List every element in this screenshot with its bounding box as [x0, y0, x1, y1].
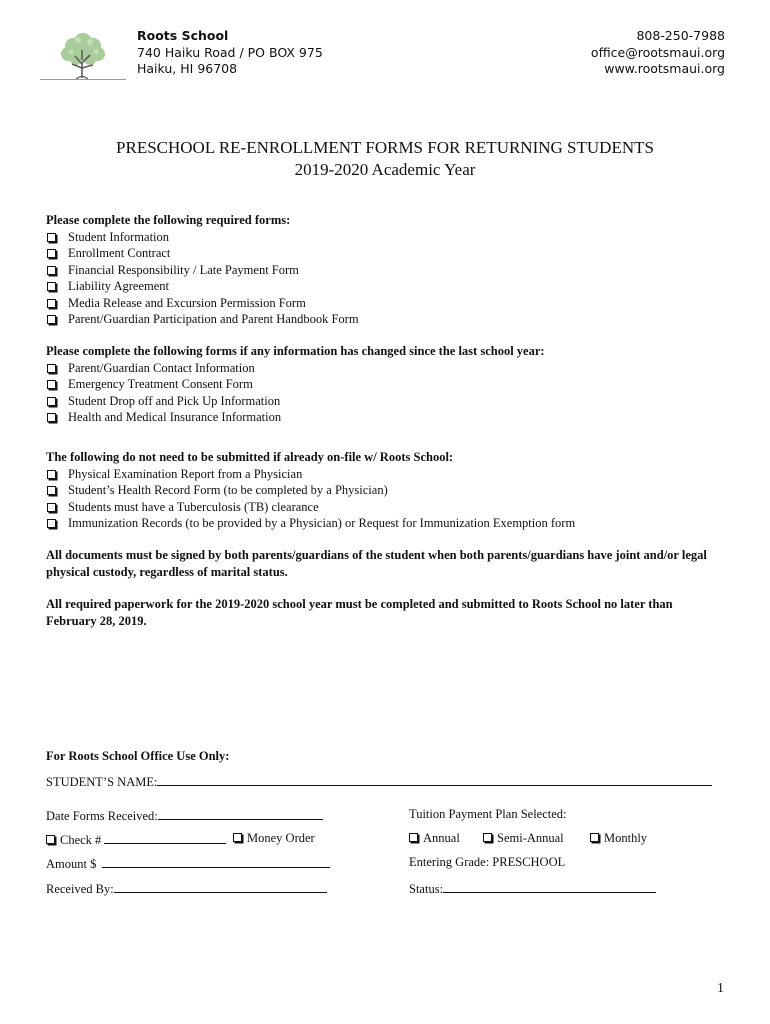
required-forms-section — [46, 212, 726, 328]
section-heading: The following do not need to be submitted if already on-file w/ Roots School: — [46, 450, 454, 464]
checkbox-icon — [47, 413, 56, 422]
received-by-field[interactable] — [46, 880, 327, 897]
logo-divider — [40, 79, 126, 80]
address-line-2: Haiku, HI 96708 — [137, 61, 238, 76]
amount-line[interactable] — [102, 855, 330, 868]
status-line[interactable] — [443, 880, 656, 893]
money-order-option — [233, 831, 315, 846]
tuition-plan-label: Tuition Payment Plan Selected: — [409, 807, 567, 821]
list-item: Student Drop off and Pick Up Information — [46, 393, 726, 410]
check-checkbox[interactable] — [46, 835, 55, 844]
monthly-option — [590, 831, 647, 846]
checkbox-icon — [47, 315, 56, 324]
document-subtitle: 2019-2020 Academic Year — [294, 160, 476, 179]
checkbox-icon — [47, 470, 56, 479]
address-line-1: 740 Haiku Road / PO BOX 975 — [137, 44, 323, 60]
list-item: Parent/Guardian Participation and Parent Handbook Form — [46, 311, 726, 328]
school-address-block — [137, 28, 323, 78]
date-received-label: Date Forms Received: — [46, 809, 158, 823]
status-field[interactable] — [409, 880, 656, 897]
checkbox-icon — [47, 282, 56, 291]
monthly-label: Monthly — [604, 831, 648, 845]
list-item: Student Information — [46, 229, 726, 246]
money-order-checkbox[interactable] — [233, 833, 242, 842]
page-number: 1 — [717, 981, 724, 996]
entering-grade: Entering Grade: PRESCHOOL — [409, 855, 566, 869]
student-name-field[interactable] — [46, 773, 712, 790]
checkbox-icon — [47, 266, 56, 275]
annual-label: Annual — [423, 831, 460, 845]
check-number-line[interactable] — [104, 831, 226, 844]
checkbox-icon — [47, 519, 56, 528]
checkbox-icon — [47, 233, 56, 242]
date-received-line[interactable] — [158, 807, 323, 820]
received-by-line[interactable] — [114, 880, 327, 893]
check-label: Check # — [60, 833, 102, 847]
list-item: Financial Responsibility / Late Payment Form — [46, 262, 726, 279]
signature-note: All documents must be signed by both parents/guardians of the student when both parents/guardians have joint and/or legal physical custody, regardless of marital status. — [46, 548, 707, 579]
school-contact-block — [591, 28, 725, 78]
list-item: Physical Examination Report from a Physician — [46, 466, 726, 483]
list-item: Student’s Health Record Form (to be completed by a Physician) — [46, 482, 726, 499]
deadline-note: All required paperwork for the 2019-2020 school year must be completed and submitted to Roots School no later than February 28, 2019. — [46, 597, 673, 628]
checkbox-icon — [47, 503, 56, 512]
amount-label: Amount $ — [46, 857, 97, 871]
onfile-forms-section — [46, 449, 726, 532]
list-item: Parent/Guardian Contact Information — [46, 360, 726, 377]
list-item: Students must have a Tuberculosis (TB) clearance — [46, 499, 726, 516]
tree-logo-icon — [40, 28, 126, 82]
checkbox-icon — [47, 486, 56, 495]
list-item: Emergency Treatment Consent Form — [46, 376, 726, 393]
list-item: Immunization Records (to be provided by a Physician) or Request for Immunization Exemption form — [46, 515, 726, 532]
email-address: office@rootsmaui.org — [590, 44, 725, 60]
document-title: PRESCHOOL RE-ENROLLMENT FORMS FOR RETURNING STUDENTS — [116, 138, 654, 157]
phone-number: 808-250-7988 — [636, 28, 725, 43]
student-name-line[interactable] — [157, 773, 712, 786]
student-name-label: STUDENT’S NAME: — [46, 775, 158, 789]
amount-field[interactable] — [46, 855, 330, 872]
checkbox-icon — [47, 364, 56, 373]
list-item: Media Release and Excursion Permission Form — [46, 295, 726, 312]
checkbox-icon — [47, 299, 56, 308]
checkbox-icon — [47, 249, 56, 258]
payment-method-row — [46, 831, 226, 848]
money-order-label: Money Order — [247, 831, 315, 845]
section-heading: Please complete the following required forms: — [46, 213, 291, 227]
received-by-label: Received By: — [46, 882, 114, 896]
date-received-field[interactable] — [46, 807, 323, 824]
annual-option — [409, 831, 460, 846]
semi-annual-checkbox[interactable] — [483, 833, 492, 842]
changed-forms-section — [46, 343, 726, 426]
list-item: Enrollment Contract — [46, 245, 726, 262]
status-label: Status: — [409, 882, 444, 896]
annual-checkbox[interactable] — [409, 833, 418, 842]
office-use-heading: For Roots School Office Use Only: — [46, 749, 230, 763]
school-name: Roots School — [137, 28, 229, 43]
website-address: www.rootsmaui.org — [604, 61, 725, 76]
list-item: Liability Agreement — [46, 278, 726, 295]
monthly-checkbox[interactable] — [590, 833, 599, 842]
semi-annual-option — [483, 831, 564, 846]
section-heading: Please complete the following forms if any information has changed since the last school year: — [46, 344, 545, 358]
checkbox-icon — [47, 380, 56, 389]
semi-annual-label: Semi-Annual — [497, 831, 564, 845]
list-item: Health and Medical Insurance Information — [46, 409, 726, 426]
checkbox-icon — [47, 397, 56, 406]
